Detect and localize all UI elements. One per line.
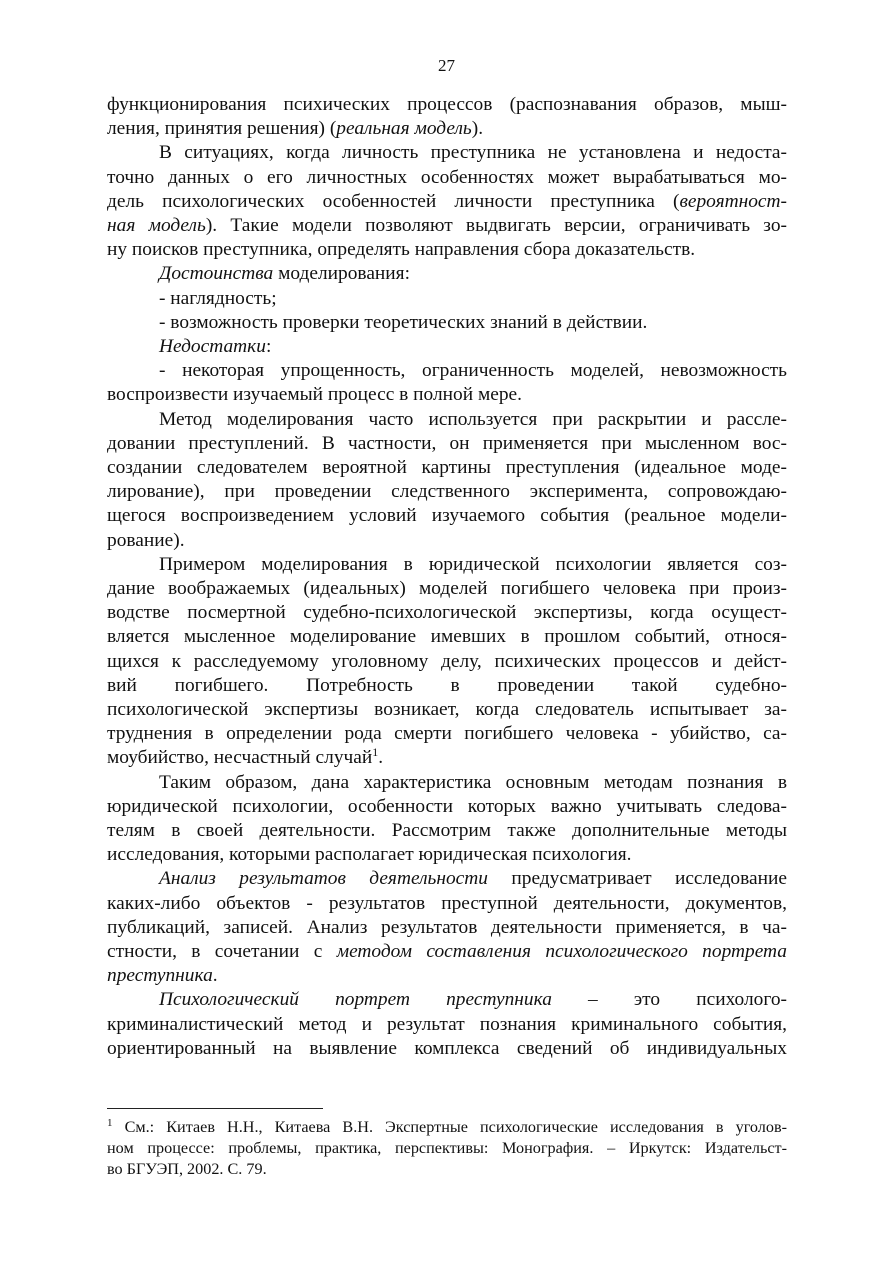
text-line: ну поисков преступника, определять направления сбора доказательств. xyxy=(107,239,696,261)
text-segment: ления, принятия решения) ( xyxy=(107,118,337,140)
text-line: каких-либо объектов - результатов преступной деятельности, документов, xyxy=(107,892,787,914)
text-line: функционирования психических процессов (распознавания образов, мыш- xyxy=(107,94,787,115)
text-line xyxy=(107,190,787,214)
text-line: точно данных о его личностных особенностях может вырабатываться мо- xyxy=(107,166,787,188)
text-line xyxy=(107,964,787,988)
text-line xyxy=(107,940,787,964)
footnote-text: во БГУЭП, 2002. С. 79. xyxy=(107,1160,267,1178)
text-line: В ситуациях, когда личность преступника не установлена и недоста- xyxy=(159,142,787,164)
page-number: 27 xyxy=(438,56,455,75)
text-line: водстве посмертной судебно-психологической экспертизы, когда осущест- xyxy=(107,602,787,624)
text-line xyxy=(107,746,787,770)
text-segment: ). xyxy=(471,118,484,140)
italic-term: вероятност- xyxy=(679,190,787,212)
text-line: вий погибшего. Потребность в проведении такой судебно- xyxy=(107,674,787,696)
italic-term: ная модель xyxy=(107,215,206,236)
text-line: исследования, которыми располагает юридическая психология. xyxy=(107,844,632,866)
text-line xyxy=(159,262,787,286)
text-line xyxy=(107,214,787,238)
text-line: лирование), при проведении следственного эксперимента, сопровождаю- xyxy=(107,481,787,503)
text-line xyxy=(159,867,787,891)
text-line: дание воображаемых (идеальных) моделей погибшего человека при произ- xyxy=(107,578,787,599)
text-line: телям в своей деятельности. Рассмотрим также дополнительные методы xyxy=(107,820,787,841)
italic-term: преступника xyxy=(107,965,213,987)
text-line: труднения в определении рода смерти погибшего человека - убийство, са- xyxy=(107,723,787,745)
text-segment: стности, в сочетании с xyxy=(107,941,337,962)
footnote-marker: 1 xyxy=(107,1117,113,1129)
text-segment: предусматривает исследование xyxy=(487,868,787,890)
italic-term: Недостатки xyxy=(159,336,266,357)
text-line: щихся к расследуемому уголовному делу, психических процессов и дейст- xyxy=(107,650,787,672)
text-segment: – это психолого- xyxy=(551,989,787,1011)
text-line: довании преступлений. В частности, он применяется при мысленном вос- xyxy=(107,432,787,454)
text-line: рование). xyxy=(107,529,185,551)
footnote-line xyxy=(107,1117,787,1138)
text-line: - наглядность; xyxy=(159,287,277,309)
footnote-text: См.: Китаев Н.Н., Китаева В.Н. Экспертные психологические исследования в уголов- xyxy=(124,1118,788,1136)
text-line xyxy=(107,117,787,141)
text-segment: дель психологических особенностей личности преступника ( xyxy=(107,190,680,212)
text-line: - возможность проверки теоретических знаний в действии. xyxy=(159,311,648,333)
text-segment: моделирования: xyxy=(273,263,410,285)
footnote-separator xyxy=(107,1108,323,1109)
text-line: ориентированный на выявление комплекса сведений об индивидуальных xyxy=(107,1037,787,1059)
footnote-line xyxy=(107,1159,787,1180)
italic-term: методом составления психологического портрета xyxy=(336,941,787,962)
footnote-text: ном процессе: проблемы, практика, перспективы: Монография. – Иркутск: Издательст- xyxy=(107,1139,787,1157)
italic-term: Анализ результатов деятельности xyxy=(159,868,488,890)
italic-term: Достоинства xyxy=(159,263,274,285)
text-segment: . xyxy=(212,965,218,987)
text-line: публикаций, записей. Анализ результатов деятельности применяется, в ча- xyxy=(107,916,787,938)
text-line: психологической экспертизы возникает, когда следователь испытывает за- xyxy=(107,699,787,720)
text-line: щегося воспроизведением условий изучаемого события (реальное модели- xyxy=(107,505,787,527)
italic-term: Психологический портрет преступника xyxy=(159,989,552,1011)
text-line: вляется мысленное моделирование имевших в прошлом событий, относя- xyxy=(107,626,787,648)
text-line: создании следователем вероятной картины преступления (идеальное моде- xyxy=(107,457,787,478)
text-line xyxy=(159,988,787,1012)
footnote-reference: 1 xyxy=(372,745,379,760)
text-line: Метод моделирования часто используется при раскрытии и рассле- xyxy=(159,408,787,430)
text-line: юридической психологии, особенности которых важно учитывать следова- xyxy=(107,795,787,817)
text-line: Примером моделирования в юридической психологии является соз- xyxy=(159,553,787,575)
text-line xyxy=(159,335,787,359)
text-line: - некоторая упрощенность, ограниченность моделей, невозможность xyxy=(159,360,787,382)
text-line: воспроизвести изучаемый процесс в полной мере. xyxy=(107,384,522,406)
text-segment: . xyxy=(378,747,384,769)
italic-term: реальная модель xyxy=(336,118,472,140)
text-segment: : xyxy=(265,336,272,357)
text-segment: моубийство, несчастный случай xyxy=(107,747,373,769)
text-line: Таким образом, дана характеристика основным методам познания в xyxy=(159,771,787,793)
text-line: криминалистический метод и результат познания криминального события, xyxy=(107,1013,787,1035)
text-segment: ). Такие модели позволяют выдвигать версии, ограничивать зо- xyxy=(205,215,787,236)
footnote-line xyxy=(107,1138,787,1159)
